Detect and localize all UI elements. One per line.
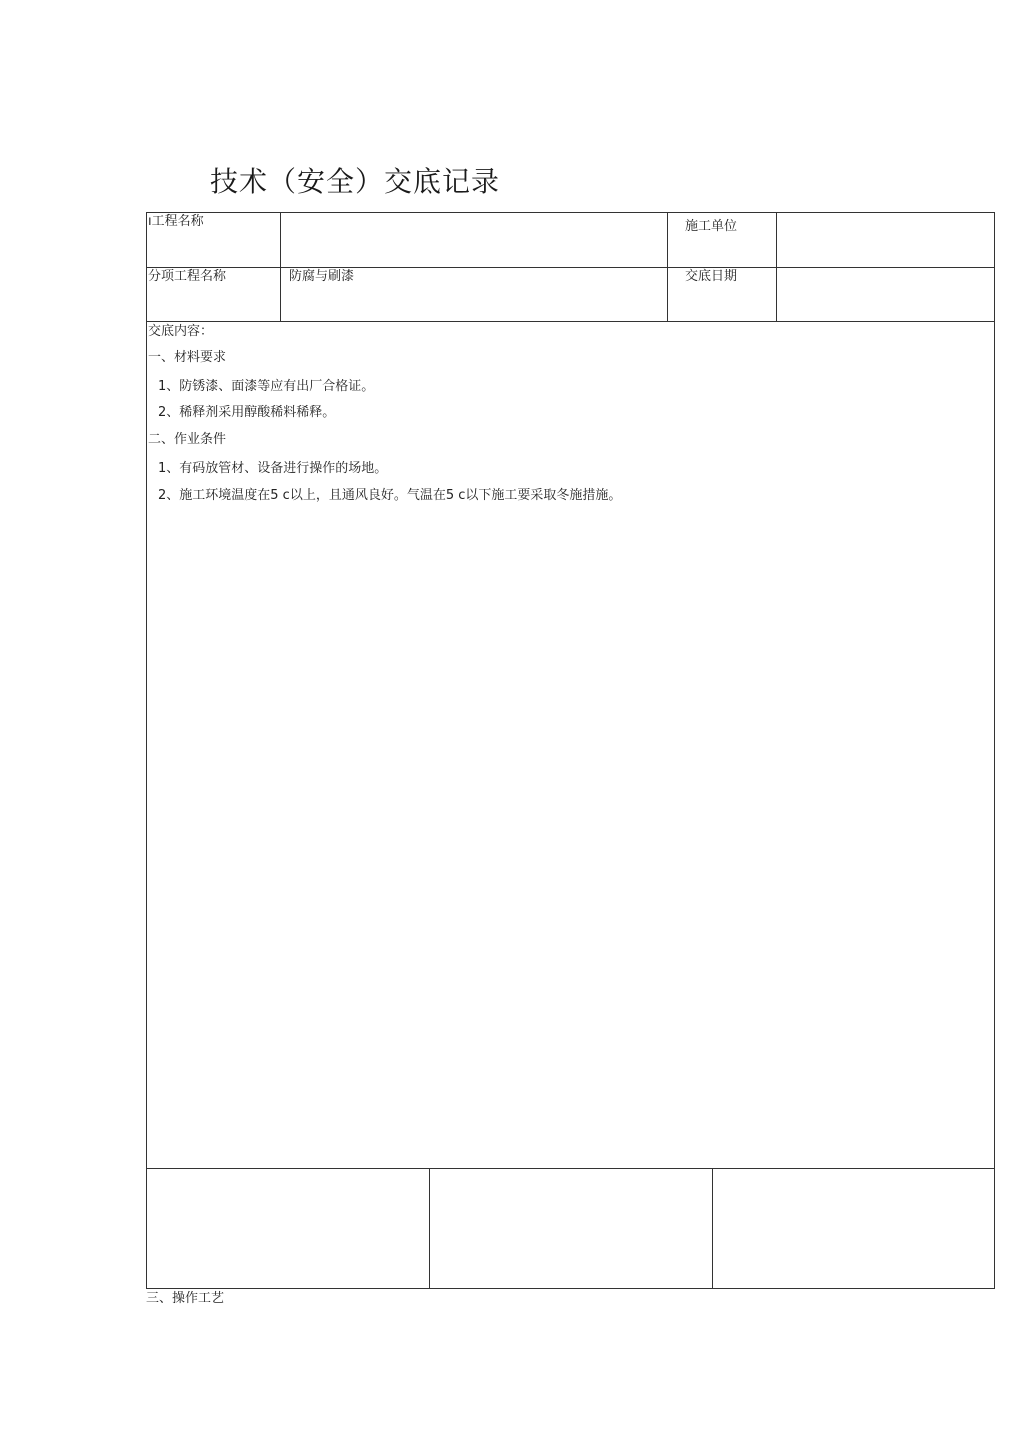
header-col-divider-3 — [776, 213, 777, 321]
signature-col-divider-1 — [429, 1168, 430, 1289]
header-col-divider-1 — [280, 213, 281, 321]
document-title: 技术（安全）交底记录 — [210, 165, 501, 198]
signature-col-divider-2 — [712, 1168, 713, 1289]
header-row-divider — [147, 267, 994, 268]
construction-unit-label: 施工单位 — [685, 219, 738, 234]
content-line: 一、材料要求 — [148, 350, 227, 365]
briefing-record-table — [146, 212, 995, 1289]
operation-process-heading: 三、操作工艺 — [146, 1291, 225, 1306]
sub-project-value: 防腐与刷漆 — [289, 269, 355, 284]
content-line: 2、稀释剂采用醇酸稀料稀释。 — [158, 405, 336, 420]
project-name-label: ı工程名称 — [148, 214, 204, 229]
content-line: 1、有码放管材、设备进行操作的场地。 — [158, 461, 388, 476]
briefing-date-label: 交底日期 — [685, 269, 738, 284]
header-bottom-divider — [147, 321, 994, 322]
content-line: 1、防锈漆、面漆等应有出厂合格证。 — [158, 379, 375, 394]
content-heading: 交底内容： — [148, 324, 214, 339]
content-line: 二、作业条件 — [148, 432, 227, 447]
content-line: 2、施工环境温度在5 c以上，且通风良好。气温在5 c以下施工要采取冬施措施。 — [158, 488, 622, 503]
header-col-divider-2 — [667, 213, 668, 321]
content-bottom-divider — [147, 1168, 994, 1169]
sub-project-label: 分项工程名称 — [148, 269, 227, 284]
